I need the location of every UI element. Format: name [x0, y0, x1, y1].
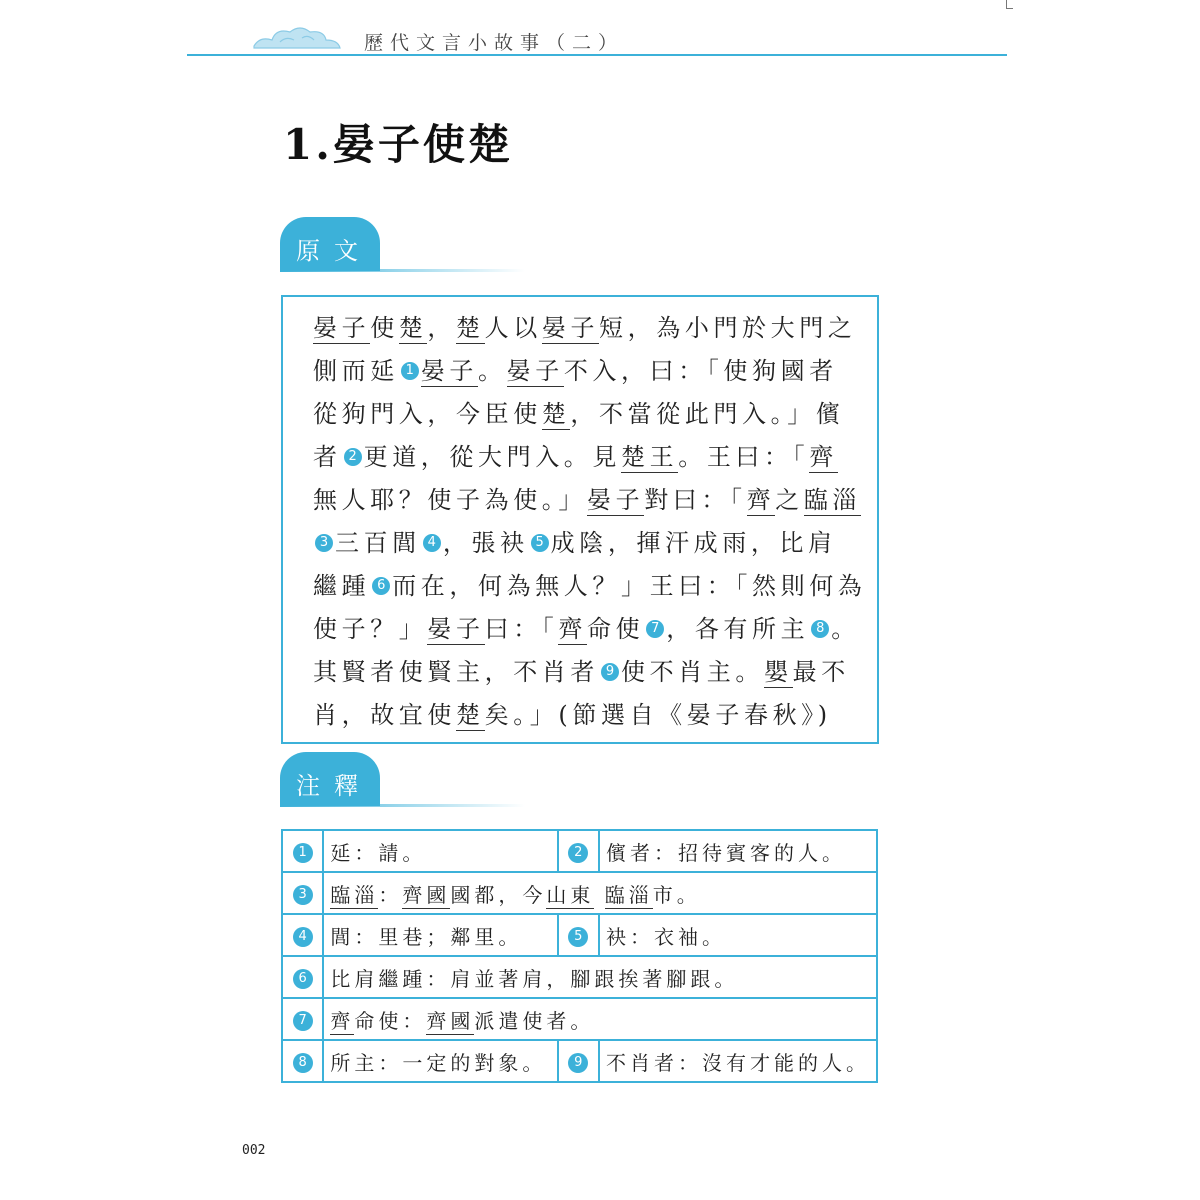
- proper-noun-text: 楚: [541, 400, 571, 428]
- text-segment: 。王曰：「: [678, 443, 810, 471]
- section-rule-notes: [280, 804, 525, 807]
- text-segment: 對曰：「: [644, 486, 747, 514]
- note-number: 3: [293, 885, 313, 905]
- note-number-cell: [282, 914, 323, 956]
- text-segment: ，各有所主: [666, 615, 810, 643]
- proper-noun-text: 楚王: [621, 443, 679, 471]
- text-segment: ，張袂: [442, 529, 529, 557]
- note-text-cell: [599, 914, 877, 956]
- text-segment: 者: [313, 443, 342, 471]
- note-row: [282, 830, 877, 872]
- note-row: [282, 872, 877, 914]
- text-segment: 。: [831, 615, 860, 643]
- text-segment: 短，為小門於大門之: [599, 314, 857, 342]
- footnote-marker: 8: [811, 620, 829, 638]
- note-number: 8: [293, 1053, 313, 1073]
- text-line: [313, 393, 877, 436]
- header-rule: [187, 54, 1007, 56]
- text-segment: 不肖者：沒有才能的人。: [606, 1050, 870, 1075]
- note-row: [282, 956, 877, 998]
- proper-noun-text: 齊: [746, 486, 776, 514]
- page-number: 002: [242, 1143, 266, 1158]
- note-number-cell: [282, 830, 323, 872]
- text-segment: 而在，何為無人？」王曰：「然則何為: [392, 572, 867, 600]
- note-text-cell: [323, 830, 557, 872]
- text-segment: 矣。」(節選自《晏子春秋》): [484, 701, 832, 729]
- proper-noun-text: 齊國: [402, 882, 451, 907]
- crop-mark: [1006, 0, 1013, 9]
- text-segment: 使子？」: [313, 615, 428, 643]
- proper-noun-text: 楚: [456, 701, 485, 729]
- note-row: [282, 1040, 877, 1082]
- note-row: [282, 914, 877, 956]
- text-segment: 側而延: [313, 357, 399, 385]
- text-segment: 更道，從大門入。見: [363, 443, 622, 471]
- section-rule-original: [280, 269, 525, 272]
- note-text-cell: [599, 830, 877, 872]
- note-number: 4: [293, 927, 313, 947]
- text-segment: 比肩繼踵：肩並著肩，腳跟挨著腳跟。: [330, 966, 739, 991]
- text-segment: 使不肖主。: [621, 658, 764, 686]
- text-line: [313, 565, 877, 608]
- footnote-marker: 1: [401, 362, 419, 380]
- note-text-cell: [323, 998, 877, 1040]
- text-segment: 其賢者使賢主，不肖者: [313, 658, 599, 686]
- text-line: [313, 651, 877, 694]
- text-segment: 儐者：招待賓客的人。: [606, 840, 846, 865]
- footnote-marker: 3: [315, 534, 333, 552]
- text-segment: ，不當從此門入。」儐: [570, 400, 845, 428]
- note-number: 6: [293, 969, 313, 989]
- text-segment: [594, 883, 604, 907]
- text-segment: ：: [378, 882, 403, 907]
- note-number: 7: [293, 1011, 313, 1031]
- note-number-cell: [282, 1040, 323, 1082]
- text-segment: 最不: [792, 658, 850, 686]
- proper-noun-text: 齊國: [426, 1008, 475, 1033]
- text-segment: 從狗門入，今臣使: [313, 400, 542, 428]
- text-segment: 命使：: [354, 1008, 427, 1033]
- text-line: [313, 436, 877, 479]
- text-segment: 國都，今: [450, 882, 547, 907]
- proper-noun-text: 齊: [809, 443, 838, 471]
- original-text-box: [281, 295, 879, 744]
- text-segment: 。: [478, 357, 507, 385]
- text-segment: 所主：一定的對象。: [330, 1050, 547, 1075]
- text-segment: 不入，曰：「使狗國者: [563, 357, 838, 385]
- cloud-ornament-icon: [250, 22, 342, 52]
- note-text-cell: [323, 956, 877, 998]
- running-header-title: 歷代文言小故事（二）: [364, 32, 625, 54]
- text-segment: 人以: [484, 314, 542, 342]
- note-text-cell: [323, 1040, 557, 1082]
- note-row: [282, 998, 877, 1040]
- proper-noun-text: 臨淄: [803, 486, 862, 514]
- note-text-cell: [599, 1040, 877, 1082]
- chapter-title: 1.晏子使楚: [283, 120, 513, 169]
- text-segment: 命使: [587, 615, 645, 643]
- notes-table: [281, 829, 878, 1083]
- note-number: 5: [568, 927, 588, 947]
- text-segment: 市。: [652, 882, 701, 907]
- text-line: [313, 522, 877, 565]
- note-number-cell: [282, 998, 323, 1040]
- text-segment: ，: [427, 314, 457, 342]
- note-number-cell: [558, 830, 599, 872]
- note-number-cell: [282, 956, 323, 998]
- section-tab-notes: 注釋: [280, 752, 380, 806]
- text-segment: 曰：「: [484, 615, 559, 643]
- text-line: [313, 608, 877, 651]
- text-segment: 成陰，揮汗成雨，比肩: [550, 529, 837, 557]
- text-segment: 無人耶？使子為使。」: [313, 486, 587, 514]
- proper-noun-text: 楚: [398, 314, 428, 342]
- proper-noun-text: 晏子: [427, 615, 485, 643]
- text-segment: 繼踵: [313, 572, 371, 600]
- footnote-marker: 7: [646, 620, 664, 638]
- text-segment: 之: [775, 486, 804, 514]
- text-line: [313, 694, 877, 737]
- footnote-marker: 5: [531, 534, 549, 552]
- text-segment: 延：請。: [330, 840, 427, 865]
- text-segment: 三百閭: [335, 529, 421, 557]
- note-number: 9: [568, 1053, 588, 1073]
- text-segment: 肖，故宜使: [313, 701, 456, 729]
- footnote-marker: 4: [423, 534, 441, 552]
- text-segment: 袂：衣袖。: [606, 924, 726, 949]
- proper-noun-text: 臨淄: [330, 882, 379, 907]
- footnote-marker: 2: [344, 448, 362, 466]
- proper-noun-text: 臨淄: [604, 882, 653, 907]
- proper-noun-text: 嬰: [764, 658, 793, 686]
- footnote-marker: 6: [372, 577, 390, 595]
- proper-noun-text: 齊: [558, 615, 588, 643]
- text-segment: 使: [370, 314, 399, 342]
- proper-noun-text: 晏子: [313, 314, 371, 342]
- proper-noun-text: 晏子: [541, 314, 600, 342]
- text-segment: 閭：里巷；鄰里。: [330, 924, 523, 949]
- note-number: 1: [293, 843, 313, 863]
- text-segment: 派遣使者。: [474, 1008, 595, 1033]
- note-number: 2: [568, 843, 588, 863]
- note-number-cell: [558, 914, 599, 956]
- proper-noun-text: 晏子: [420, 357, 479, 385]
- proper-noun-text: 山東: [546, 882, 595, 907]
- note-text-cell: [323, 914, 557, 956]
- text-line: [313, 307, 877, 350]
- note-number-cell: [558, 1040, 599, 1082]
- note-number-cell: [282, 872, 323, 914]
- proper-noun-text: 晏子: [506, 357, 564, 385]
- proper-noun-text: 晏子: [587, 486, 645, 514]
- text-line: [313, 479, 877, 522]
- proper-noun-text: 齊: [330, 1008, 355, 1033]
- proper-noun-text: 楚: [456, 314, 485, 342]
- footnote-marker: 9: [601, 663, 619, 681]
- section-tab-original: 原文: [280, 217, 380, 271]
- text-line: [313, 350, 877, 393]
- note-text-cell: [323, 872, 877, 914]
